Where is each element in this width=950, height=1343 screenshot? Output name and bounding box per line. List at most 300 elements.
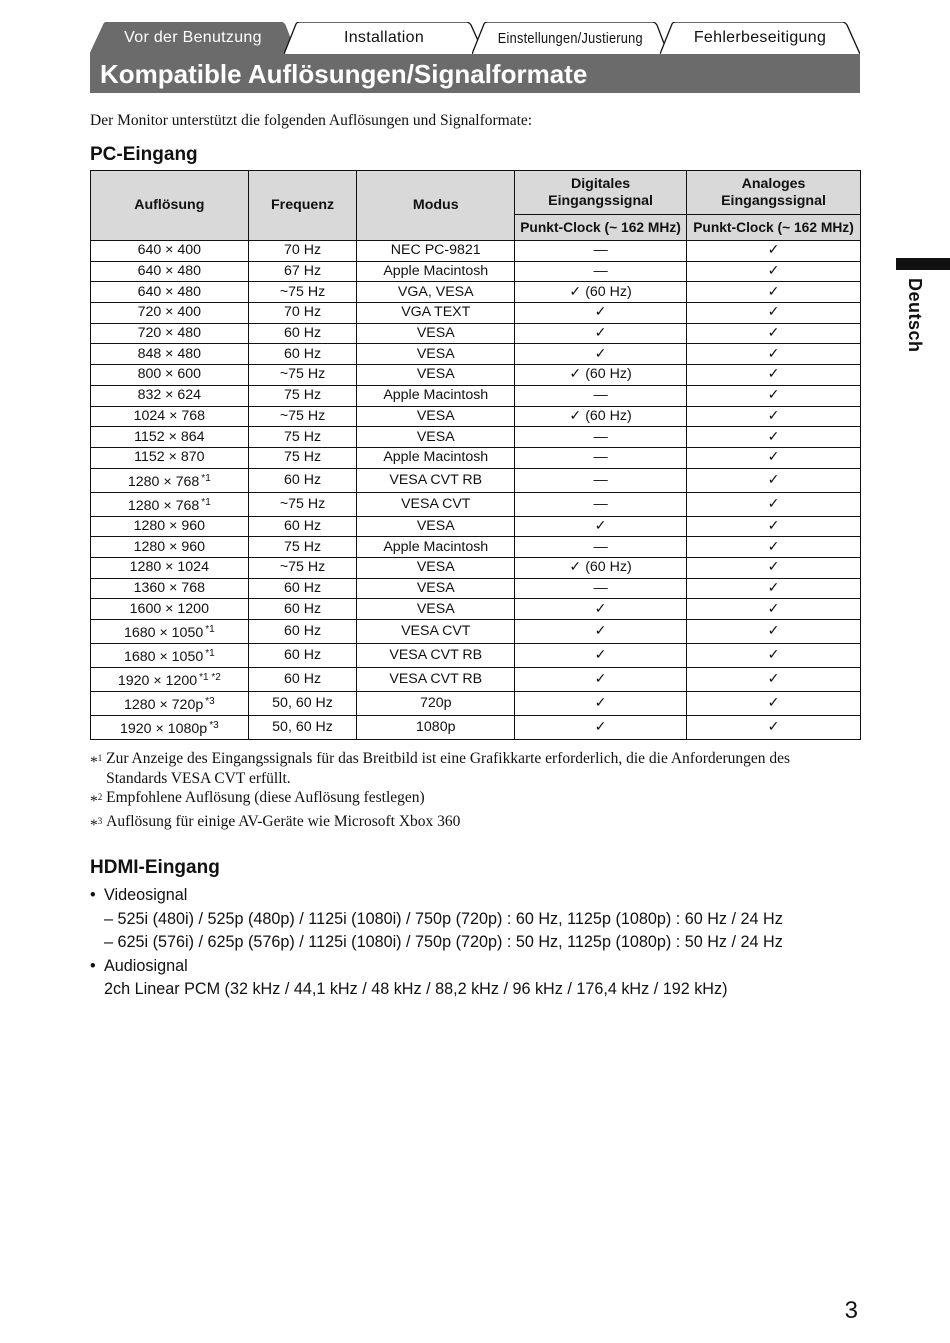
cell-analog-text: ✓ [767, 387, 780, 404]
cell-mode-text: VESA [416, 428, 455, 445]
cell-digital [515, 468, 687, 492]
footnote-text: Empfohlene Auflösung (diese Auflösung festlegen) [106, 789, 425, 806]
cell-analog [687, 599, 861, 620]
footnote-ref: *1 [205, 624, 215, 635]
cell-analog-text: ✓ [767, 345, 780, 362]
bullet-icon: • [90, 886, 96, 904]
cell-resolution [91, 344, 249, 365]
cell-digital [515, 620, 687, 644]
table-row [91, 261, 861, 282]
cell-analog-text: ✓ [767, 449, 780, 466]
cell-analog [687, 537, 861, 558]
cell-digital [515, 557, 687, 578]
cell-resolution-text: 720 × 400 [137, 304, 202, 321]
cell-resolution [91, 385, 249, 406]
cell-frequency [248, 365, 357, 386]
cell-frequency-text: 60 Hz [284, 600, 322, 617]
cell-resolution-text: 1680 × 1050 [123, 649, 204, 665]
cell-digital-text: ✓ [594, 325, 607, 342]
cell-digital-text: ✓ (60 Hz) [569, 283, 632, 300]
cell-digital [515, 365, 687, 386]
cell-mode-text: VESA [416, 407, 455, 424]
cell-analog-text: ✓ [767, 600, 780, 617]
cell-resolution-text: 640 × 400 [137, 242, 202, 259]
cell-mode-text: VESA [416, 600, 455, 617]
page-title: Kompatible Auflösungen/Signalformate [100, 59, 588, 89]
bullet-icon: • [90, 956, 96, 975]
footnote-2 [90, 788, 850, 812]
cell-resolution [91, 668, 249, 692]
cell-analog-text: ✓ [767, 719, 780, 735]
cell-mode [357, 644, 515, 668]
cell-frequency [248, 620, 357, 644]
table-row [91, 716, 861, 740]
cell-resolution [91, 323, 249, 344]
table-row [91, 599, 861, 620]
footnote-mark: *$^3$ [90, 815, 103, 834]
cell-frequency [248, 492, 357, 516]
table-row [91, 692, 861, 716]
cell-analog-text: ✓ [767, 647, 780, 663]
table-row [91, 516, 861, 537]
cell-resolution-text: 1152 × 870 [134, 449, 205, 466]
cell-frequency [248, 282, 357, 303]
tab-label: Einstellungen/Justierung [497, 29, 643, 47]
cell-analog-text: ✓ [767, 283, 780, 300]
cell-mode-text: Apple Macintosh [383, 449, 489, 466]
cell-frequency-text: 60 Hz [284, 647, 322, 663]
cell-analog-text: ✓ [767, 559, 780, 576]
cell-mode [357, 537, 515, 558]
cell-digital [515, 716, 687, 740]
audio-line: 2ch Linear PCM (32 kHz / 44,1 kHz / 48 kHz / 88,2 kHz / 96 kHz / 176,4 kHz / 192 kHz) [104, 980, 728, 999]
tab-label: Fehlerbeseitigung [693, 29, 827, 46]
cell-digital [515, 668, 687, 692]
cell-mode [357, 578, 515, 599]
cell-digital [515, 516, 687, 537]
cell-resolution [91, 427, 249, 448]
footnote-ref: *3 [209, 720, 219, 731]
cell-mode-text: VESA CVT RB [389, 671, 483, 687]
cell-frequency-text: 75 Hz [284, 387, 322, 404]
cell-resolution [91, 692, 249, 716]
cell-analog [687, 668, 861, 692]
footnote-ref: *3 [205, 696, 215, 707]
pc-resolution-table [90, 170, 861, 740]
cell-mode [357, 599, 515, 620]
cell-mode [357, 716, 515, 740]
chapter-tabs [90, 22, 860, 54]
cell-digital-text: ✓ (60 Hz) [569, 559, 632, 576]
cell-mode-text: Apple Macintosh [383, 538, 489, 555]
table-row [91, 241, 861, 262]
footnote-1 [90, 749, 850, 788]
cell-frequency-text: 60 Hz [284, 345, 322, 362]
video-line-1: – 525i (480i) / 525p (480p) / 1125i (1080i) / 750p (720p) : 60 Hz, 1125p (1080p) : 60 Hz / 24 Hz [104, 909, 783, 928]
footnote-ref: *1 [201, 472, 211, 484]
cell-analog [687, 427, 861, 448]
cell-frequency [248, 261, 357, 282]
cell-mode-text: VESA [416, 345, 455, 362]
page-number: 3 [844, 1297, 858, 1324]
cell-resolution-text: 1280 × 768 [127, 497, 200, 514]
cell-resolution-text: 1360 × 768 [133, 579, 206, 596]
cell-frequency [248, 716, 357, 740]
cell-resolution [91, 578, 249, 599]
tab-installation[interactable] [284, 22, 484, 54]
cell-mode-text: VESA CVT RB [389, 647, 483, 663]
cell-analog [687, 644, 861, 668]
header-aufloesung: Auflösung [91, 171, 249, 241]
cell-frequency [248, 241, 357, 262]
cell-resolution [91, 303, 249, 324]
footnote-text: Zur Anzeige des Eingangssignals für das Breitbild ist eine Grafikkarte erforderlich, die die Anforderungen des Standards VESA CVT erfüllt. [106, 750, 791, 787]
table-row [91, 303, 861, 324]
cell-mode-text: VESA CVT RB [389, 471, 483, 488]
footnotes [90, 749, 850, 835]
cell-digital-text: — [593, 538, 608, 555]
header-modus: Modus [357, 171, 515, 241]
table-row [91, 447, 861, 468]
cell-frequency-text: 67 Hz [284, 263, 322, 280]
cell-mode-text: VGA TEXT [401, 304, 471, 321]
cell-mode-text: NEC PC-9821 [390, 242, 481, 259]
cell-digital [515, 261, 687, 282]
cell-digital [515, 303, 687, 324]
cell-resolution [91, 516, 249, 537]
cell-analog [687, 344, 861, 365]
cell-resolution [91, 557, 249, 578]
list-item-audio [90, 955, 783, 979]
cell-mode [357, 241, 515, 262]
table-row [91, 427, 861, 448]
hdmi-spec-list [90, 884, 783, 1002]
cell-resolution-text: 1152 × 864 [134, 428, 205, 445]
cell-mode-text: Apple Macintosh [383, 263, 489, 280]
cell-analog [687, 447, 861, 468]
cell-analog-text: ✓ [767, 695, 780, 711]
cell-analog-text: ✓ [767, 495, 780, 512]
hdmi-input-heading: HDMI-Eingang [90, 857, 220, 878]
cell-analog-text: ✓ [767, 263, 780, 280]
footnote-ref: *1 [201, 496, 211, 508]
cell-resolution-text: 1680 × 1050 [123, 625, 204, 641]
cell-analog [687, 261, 861, 282]
cell-resolution [91, 406, 249, 427]
cell-mode [357, 323, 515, 344]
cell-mode-text: 1080p [416, 719, 456, 735]
cell-digital-text: — [593, 387, 608, 404]
cell-digital [515, 385, 687, 406]
cell-frequency [248, 447, 357, 468]
cell-digital [515, 282, 687, 303]
cell-analog [687, 282, 861, 303]
cell-digital [515, 492, 687, 516]
cell-digital-text: — [593, 428, 608, 445]
cell-analog-text: ✓ [767, 538, 780, 555]
cell-digital-text: — [593, 579, 608, 596]
tab-fehlerbeseitigung[interactable] [660, 22, 860, 54]
table-body [91, 241, 861, 740]
cell-digital-text: ✓ (60 Hz) [569, 366, 632, 383]
cell-resolution-text: 1280 × 960 [133, 538, 206, 555]
cell-analog-text: ✓ [767, 325, 780, 342]
language-marker-bar [896, 258, 950, 270]
cell-resolution-text: 848 × 480 [137, 345, 202, 362]
intro-text: Der Monitor unterstützt die folgenden Auflösungen und Signalformate: [90, 112, 533, 129]
cell-frequency [248, 599, 357, 620]
cell-resolution [91, 468, 249, 492]
cell-analog-text: ✓ [767, 671, 780, 687]
cell-frequency-text: ~75 Hz [279, 283, 326, 300]
cell-mode [357, 261, 515, 282]
cell-mode-text: VESA [416, 366, 455, 383]
cell-resolution-text: 640 × 480 [137, 263, 202, 280]
cell-digital-text: ✓ [594, 647, 607, 663]
cell-resolution [91, 599, 249, 620]
list-item-video [90, 884, 783, 908]
cell-frequency [248, 303, 357, 324]
cell-digital-text: ✓ [594, 695, 607, 711]
video-label: Videosignal [104, 886, 188, 904]
cell-mode [357, 557, 515, 578]
cell-frequency [248, 323, 357, 344]
cell-frequency [248, 692, 357, 716]
cell-digital [515, 406, 687, 427]
cell-frequency [248, 516, 357, 537]
cell-digital [515, 323, 687, 344]
cell-frequency [248, 468, 357, 492]
language-label: Deutsch [905, 278, 925, 353]
cell-analog [687, 385, 861, 406]
cell-frequency-text: 50, 60 Hz [272, 719, 333, 735]
cell-resolution-text: 1920 × 1200 [117, 673, 198, 689]
cell-resolution-text: 1920 × 1080p [120, 721, 208, 737]
table-row [91, 620, 861, 644]
cell-frequency [248, 406, 357, 427]
cell-frequency-text: 60 Hz [284, 671, 322, 687]
cell-analog [687, 323, 861, 344]
cell-analog-text: ✓ [767, 428, 780, 445]
tab-label: Installation [343, 29, 425, 46]
cell-digital [515, 537, 687, 558]
cell-digital [515, 599, 687, 620]
cell-frequency-text: ~75 Hz [279, 366, 326, 383]
cell-frequency-text: ~75 Hz [279, 559, 326, 576]
cell-resolution [91, 365, 249, 386]
cell-mode-text: VESA [416, 517, 455, 534]
cell-mode [357, 385, 515, 406]
cell-mode [357, 692, 515, 716]
cell-digital-text: ✓ [594, 600, 607, 617]
cell-resolution-text: 1280 × 960 [133, 517, 206, 534]
cell-resolution [91, 282, 249, 303]
cell-digital [515, 344, 687, 365]
pc-input-heading: PC-Eingang [90, 144, 198, 165]
cell-digital [515, 692, 687, 716]
table-row [91, 385, 861, 406]
cell-frequency-text: ~75 Hz [279, 495, 326, 512]
cell-analog-text: ✓ [767, 366, 780, 383]
cell-resolution [91, 241, 249, 262]
cell-analog-text: ✓ [767, 517, 780, 534]
tab-label: Vor der Benutzung [124, 29, 262, 46]
cell-digital-text: ✓ [594, 304, 607, 321]
header-digital-clock: Punkt-Clock (~ 162 MHz) [515, 215, 687, 241]
header-analog-label: Analoges Eingangssignal [721, 175, 826, 209]
cell-mode [357, 516, 515, 537]
cell-mode-text: 720p [419, 695, 452, 711]
cell-resolution [91, 620, 249, 644]
table-row [91, 557, 861, 578]
cell-resolution-text: 720 × 480 [137, 325, 202, 342]
cell-digital [515, 578, 687, 599]
footnote-text: Auflösung für einige AV-Geräte wie Microsoft Xbox 360 [106, 812, 461, 830]
cell-analog-text: ✓ [767, 304, 780, 321]
cell-frequency-text: 70 Hz [284, 304, 322, 321]
cell-digital-text: ✓ [594, 623, 607, 639]
cell-mode-text: VESA [416, 579, 455, 596]
table-row [91, 282, 861, 303]
cell-analog-text: ✓ [767, 471, 780, 488]
cell-analog [687, 406, 861, 427]
cell-frequency [248, 344, 357, 365]
cell-mode [357, 492, 515, 516]
video-line-2: – 625i (576i) / 625p (576p) / 1125i (1080i) / 750p (720p) : 50 Hz, 1125p (1080p) : 50 Hz / 24 Hz [104, 933, 783, 952]
cell-analog [687, 578, 861, 599]
cell-mode-text: VESA [416, 325, 455, 342]
cell-resolution [91, 447, 249, 468]
cell-digital [515, 241, 687, 262]
cell-resolution [91, 716, 249, 740]
cell-analog [687, 516, 861, 537]
cell-analog-text: ✓ [767, 579, 780, 596]
header-analog-clock: Punkt-Clock (~ 162 MHz) [687, 215, 861, 241]
table-row [91, 323, 861, 344]
table-row [91, 492, 861, 516]
cell-resolution-text: 1600 × 1200 [129, 600, 209, 617]
cell-resolution-text: 1024 × 768 [133, 407, 206, 424]
cell-frequency-text: 70 Hz [284, 242, 322, 259]
cell-analog-text: ✓ [767, 407, 780, 424]
cell-digital-text: ✓ [594, 345, 607, 362]
table-row [91, 344, 861, 365]
cell-resolution [91, 537, 249, 558]
cell-mode [357, 344, 515, 365]
cell-mode [357, 468, 515, 492]
cell-analog-text: ✓ [767, 623, 780, 639]
table-row [91, 668, 861, 692]
cell-analog [687, 620, 861, 644]
cell-mode [357, 447, 515, 468]
cell-digital-text: — [593, 263, 608, 280]
cell-analog [687, 468, 861, 492]
cell-analog [687, 365, 861, 386]
cell-resolution-text: 1280 × 1024 [129, 559, 209, 576]
cell-mode-text: VESA [416, 559, 455, 576]
cell-frequency-text: 75 Hz [284, 538, 322, 555]
cell-mode [357, 668, 515, 692]
cell-frequency [248, 557, 357, 578]
cell-digital-text: ✓ (60 Hz) [569, 407, 632, 424]
cell-frequency [248, 668, 357, 692]
header-frequenz: Frequenz [248, 171, 357, 241]
audio-label: Audiosignal [104, 956, 188, 975]
cell-digital-text: — [593, 471, 608, 488]
cell-frequency-text: 75 Hz [284, 428, 322, 445]
cell-mode [357, 303, 515, 324]
table-row [91, 406, 861, 427]
table-row [91, 644, 861, 668]
cell-mode [357, 406, 515, 427]
cell-analog [687, 557, 861, 578]
cell-analog [687, 241, 861, 262]
cell-resolution-text: 832 × 624 [137, 387, 202, 404]
cell-frequency [248, 385, 357, 406]
cell-digital-text: ✓ [594, 719, 607, 735]
cell-frequency [248, 644, 357, 668]
header-analog [687, 171, 861, 215]
cell-analog [687, 303, 861, 324]
footnote-ref: *1 *2 [199, 672, 221, 683]
cell-frequency [248, 427, 357, 448]
tab-vor-der-benutzung[interactable] [90, 22, 296, 54]
cell-digital [515, 447, 687, 468]
cell-frequency-text: 60 Hz [284, 623, 322, 639]
cell-mode-text: VGA, VESA [397, 283, 474, 300]
cell-analog-text: ✓ [767, 242, 780, 259]
cell-resolution-text: 1280 × 720p [123, 697, 204, 713]
cell-resolution-text: 640 × 480 [137, 283, 202, 300]
cell-analog [687, 692, 861, 716]
cell-digital [515, 644, 687, 668]
cell-frequency-text: 75 Hz [284, 449, 322, 466]
table-row [91, 468, 861, 492]
cell-frequency-text: 60 Hz [284, 579, 322, 596]
header-digital [515, 171, 687, 215]
cell-frequency-text: 60 Hz [284, 325, 322, 342]
cell-resolution-text: 800 × 600 [137, 366, 202, 383]
cell-frequency [248, 578, 357, 599]
table-row [91, 578, 861, 599]
cell-frequency [248, 537, 357, 558]
cell-resolution [91, 492, 249, 516]
footnote-mark: *$^1$ [90, 753, 103, 771]
cell-resolution [91, 644, 249, 668]
cell-digital-text: — [593, 242, 608, 259]
cell-resolution-text: 1280 × 768 [127, 473, 200, 490]
table-row [91, 365, 861, 386]
table-row [91, 537, 861, 558]
cell-frequency-text: 60 Hz [284, 471, 322, 488]
cell-mode-text: Apple Macintosh [383, 387, 489, 404]
footnote-3 [90, 812, 850, 836]
cell-frequency-text: 60 Hz [284, 517, 322, 534]
cell-digital [515, 427, 687, 448]
cell-mode-text: VESA CVT [401, 495, 471, 512]
cell-resolution [91, 261, 249, 282]
footnote-mark: *$^2$ [90, 792, 103, 810]
cell-mode [357, 365, 515, 386]
tab-einstellungen-justierung[interactable] [472, 22, 668, 54]
cell-digital-text: — [593, 495, 608, 512]
cell-analog [687, 492, 861, 516]
cell-mode-text: VESA CVT [401, 623, 471, 639]
cell-analog [687, 716, 861, 740]
footnote-ref: *1 [205, 648, 215, 659]
cell-frequency-text: 50, 60 Hz [272, 695, 333, 711]
header-digital-label: Digitales Eingangssignal [548, 175, 653, 209]
